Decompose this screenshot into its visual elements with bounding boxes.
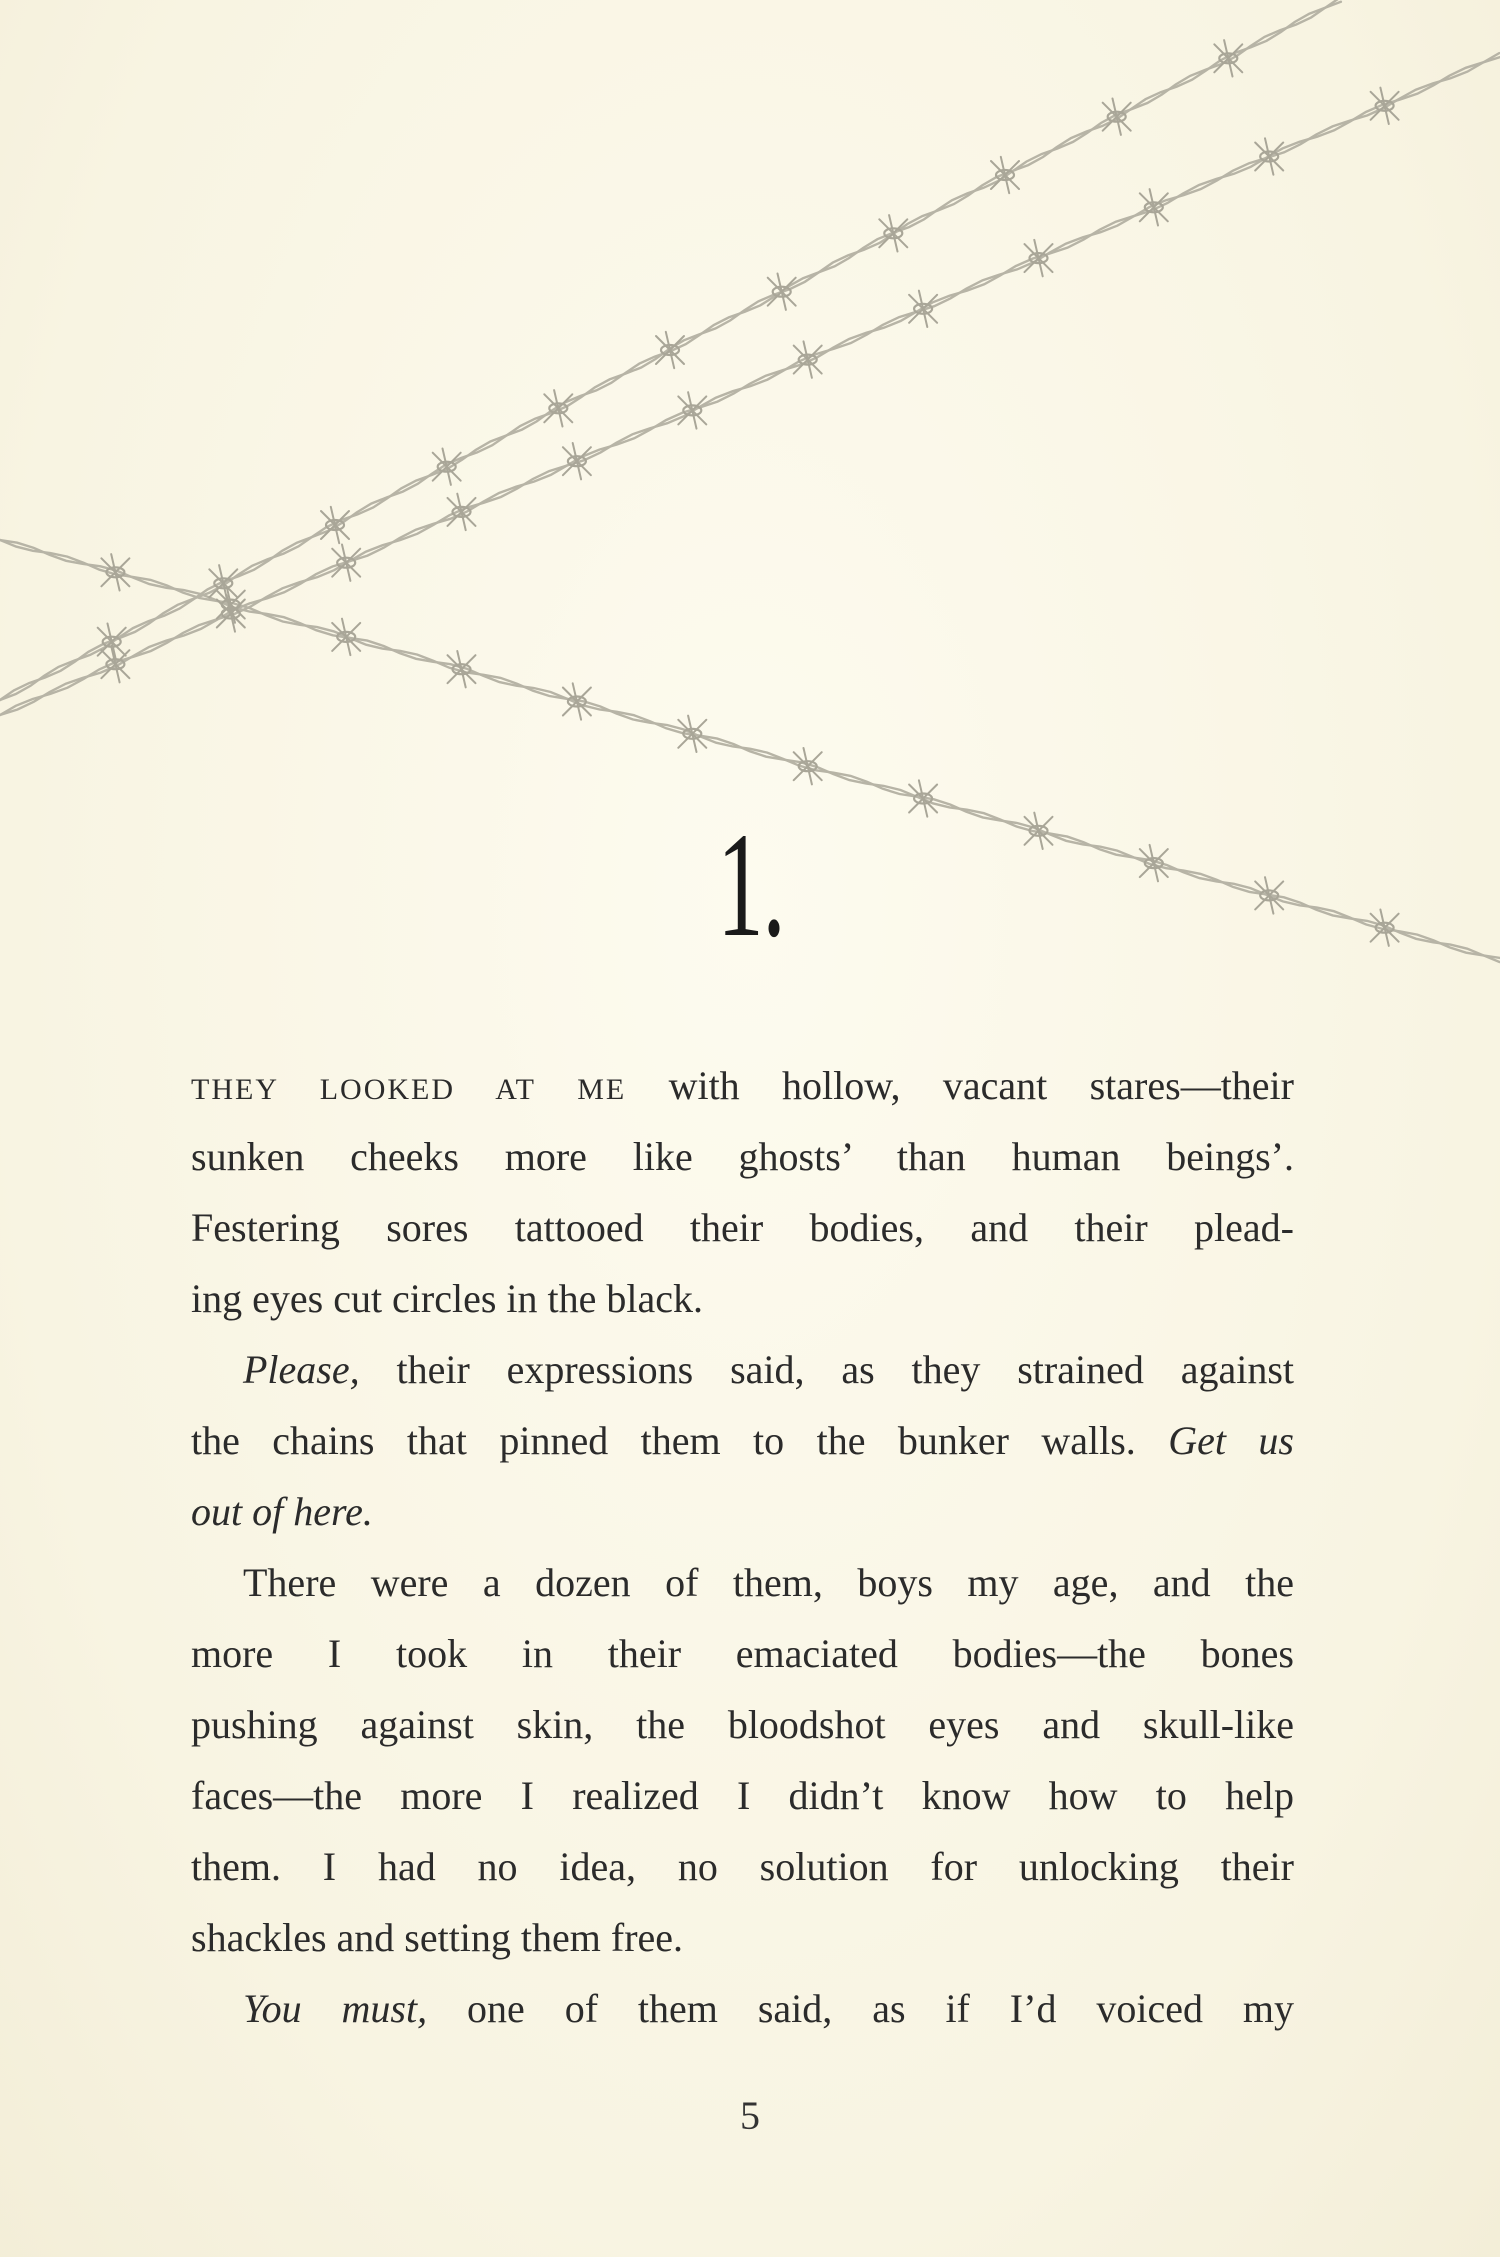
italic-text: out of here. xyxy=(191,1489,373,1534)
wire-barb xyxy=(332,545,360,581)
chapter-number: 1. xyxy=(717,802,785,968)
wire-barb xyxy=(563,683,591,719)
page-number: 5 xyxy=(740,2093,760,2138)
wire-barb xyxy=(879,215,907,251)
wire-barb xyxy=(101,554,129,590)
wire-barb xyxy=(1255,877,1283,913)
wire-barb xyxy=(433,449,461,485)
text-line: Festering sores tattooed their bodies, and their plead- xyxy=(191,1205,1294,1250)
text-line: THEY LOOKED AT ME with hollow, vacant stares—their xyxy=(191,1063,1294,1108)
wire-barb xyxy=(321,507,349,543)
text-line: shackles and setting them free. xyxy=(191,1915,684,1960)
wire-barb xyxy=(1025,240,1053,276)
italic-text: You must, xyxy=(243,1986,428,2031)
text-line: Please, their expressions said, as they strained against xyxy=(243,1347,1295,1392)
wire-barb xyxy=(678,716,706,752)
italic-text: Get us xyxy=(1168,1418,1294,1463)
text-line: There were a dozen of them, boys my age, and the xyxy=(243,1560,1294,1605)
text-line: them. I had no idea, no solution for unlocking their xyxy=(191,1844,1294,1889)
wire-barb xyxy=(909,291,937,327)
wire-barb xyxy=(448,651,476,687)
wire-barb xyxy=(768,274,796,310)
text-line: more I took in their emaciated bodies—the bones xyxy=(191,1631,1294,1676)
wire-barb xyxy=(563,443,591,479)
text-line xyxy=(191,1476,1294,1547)
wire-barb xyxy=(448,494,476,530)
italic-text: Please, xyxy=(243,1347,360,1392)
wire-barb xyxy=(1255,138,1283,174)
text-line: You must, one of them said, as if I’d voiced my xyxy=(243,1986,1295,2031)
wire-barb xyxy=(98,624,126,660)
wire-barb xyxy=(794,341,822,377)
wire-barb xyxy=(544,390,572,426)
text-line: sunken cheeks more like ghosts’ than human beings’. xyxy=(191,1134,1294,1179)
wire-barb xyxy=(678,392,706,428)
text-line: faces—the more I realized I didn’t know how to help xyxy=(191,1773,1294,1818)
wire-barb xyxy=(1103,99,1131,135)
wire-barb xyxy=(1371,910,1399,946)
wire-barb xyxy=(332,619,360,655)
wire-barb xyxy=(794,748,822,784)
wire-barb xyxy=(1140,189,1168,225)
wire-barb xyxy=(1371,88,1399,124)
wire-barb xyxy=(101,646,129,682)
wire-barb xyxy=(1214,40,1242,76)
text-line: pushing against skin, the bloodshot eyes and skull-like xyxy=(191,1702,1294,1747)
text-line: the chains that pinned them to the bunker walls. Get us xyxy=(191,1418,1294,1463)
wire-barb xyxy=(991,157,1019,193)
chapter-body-text xyxy=(191,1050,1294,2044)
wire-barb xyxy=(656,332,684,368)
text-line: ing eyes cut circles in the black. xyxy=(191,1276,704,1321)
small-caps-opening: THEY LOOKED AT ME xyxy=(191,1073,627,1106)
